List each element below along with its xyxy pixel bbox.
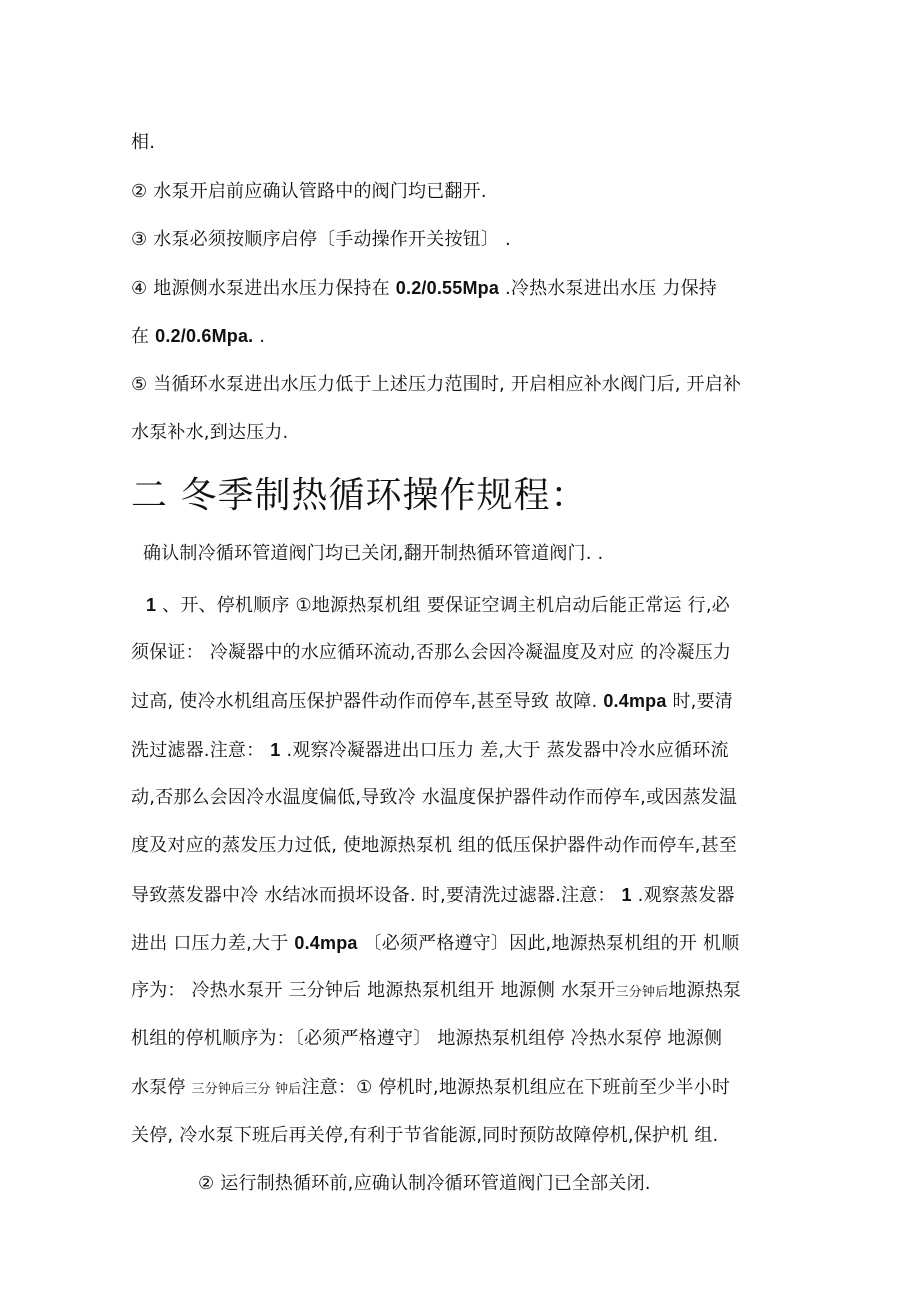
text-segment: .冷热水泵进出水压 力保持 bbox=[499, 278, 718, 299]
text-line bbox=[146, 593, 730, 618]
text-segment: 时,要清 bbox=[666, 691, 734, 712]
text-line: 水泵补水,到达压力. bbox=[131, 422, 289, 443]
text-segment: 、开、停机顺序 ①地源热泵机组 要保证空调主机启动后能正常运 行,必 bbox=[156, 595, 730, 616]
text-line bbox=[131, 324, 265, 349]
text-segment: 在 bbox=[131, 326, 156, 347]
text-segment: 地源热泵 bbox=[668, 980, 742, 1001]
text-line: ⑤ 当循环水泵进出水压力低于上述压力范围时, 开启相应补水阀门后, 开启补 bbox=[131, 374, 742, 395]
text-line bbox=[131, 979, 741, 1005]
text-line bbox=[131, 689, 733, 714]
text-line: 确认制冷循环管道阀门均已关闭,翻开制热循环管道阀门. . bbox=[143, 543, 604, 564]
text-segment: 进出 口压力差,大于 bbox=[131, 933, 295, 954]
text-segment: 水泵停 bbox=[131, 1077, 192, 1098]
pressure-value: 0.4mpa bbox=[294, 933, 358, 953]
text-line bbox=[131, 931, 739, 956]
text-segment: 〔必须严格遵守〕因此,地源热泵机组的开 机顺 bbox=[357, 933, 740, 954]
text-line: 须保证： 冷凝器中的水应循环流动,否那么会因冷凝温度及对应 的冷凝压力 bbox=[131, 642, 732, 663]
text-line: 关停, 冷水泵下班后再关停,有利于节省能源,同时预防故障停机,保护机 组. bbox=[131, 1125, 719, 1146]
text-line: ② 运行制热循环前,应确认制冷循环管道阀门已全部关闭. bbox=[198, 1173, 651, 1194]
pressure-value: 0.2/0.6Mpa. bbox=[155, 326, 254, 346]
text-segment: 导致蒸发器中冷 水结冰而损坏设备. 时,要清洗过滤器.注意： bbox=[131, 885, 622, 906]
text-line bbox=[131, 1076, 730, 1102]
text-segment: ④ 地源侧水泵进出水压力保持在 bbox=[131, 278, 396, 299]
text-line bbox=[131, 738, 729, 763]
text-line bbox=[131, 276, 717, 301]
item-number: 1 bbox=[146, 595, 157, 615]
text-line: 度及对应的蒸发压力过低, 使地源热泵机 组的低压保护器件动作而停车,甚至 bbox=[131, 835, 738, 856]
text-segment: 过高, 使冷水机组高压保护器件动作而停车,甚至导致 故障. bbox=[131, 691, 604, 712]
text-segment: 洗过滤器.注意： bbox=[131, 740, 271, 761]
pressure-value: 0.4mpa bbox=[603, 691, 667, 711]
text-segment: 序为： 冷热水泵开 三分钟后 地源热泵机组开 地源侧 水泵开 bbox=[131, 980, 616, 1001]
text-line bbox=[131, 883, 735, 908]
item-number: 1 bbox=[270, 740, 281, 760]
item-number: 1 bbox=[621, 885, 632, 905]
small-text: 三分钟后 bbox=[615, 985, 669, 1000]
section-heading: 二 冬季制热循环操作规程： bbox=[131, 475, 588, 516]
text-segment: .观察冷凝器进出口压力 差,大于 蒸发器中冷水应循环流 bbox=[280, 740, 729, 761]
text-segment: . bbox=[253, 326, 266, 347]
text-line: 机组的停机顺序为：〔必须严格遵守〕 地源热泵机组停 冷热水泵停 地源侧 bbox=[131, 1028, 723, 1049]
text-line: 动,否那么会因冷水温度偏低,导致冷 水温度保护器件动作而停车,或因蒸发温 bbox=[131, 787, 738, 808]
text-line: 相. bbox=[131, 132, 156, 153]
text-line: ② 水泵开启前应确认管路中的阀门均已翻开. bbox=[131, 181, 487, 202]
text-segment: .观察蒸发器 bbox=[631, 885, 735, 906]
pressure-value: 0.2/0.55Mpa bbox=[395, 278, 500, 298]
text-line: ③ 水泵必须按顺序启停〔手动操作开关按钮〕 . bbox=[131, 229, 511, 250]
small-text: 三分钟后三分 钟后 bbox=[191, 1082, 302, 1097]
text-segment: 注意：① 停机时,地源热泵机组应在下班前至少半小时 bbox=[301, 1077, 731, 1098]
